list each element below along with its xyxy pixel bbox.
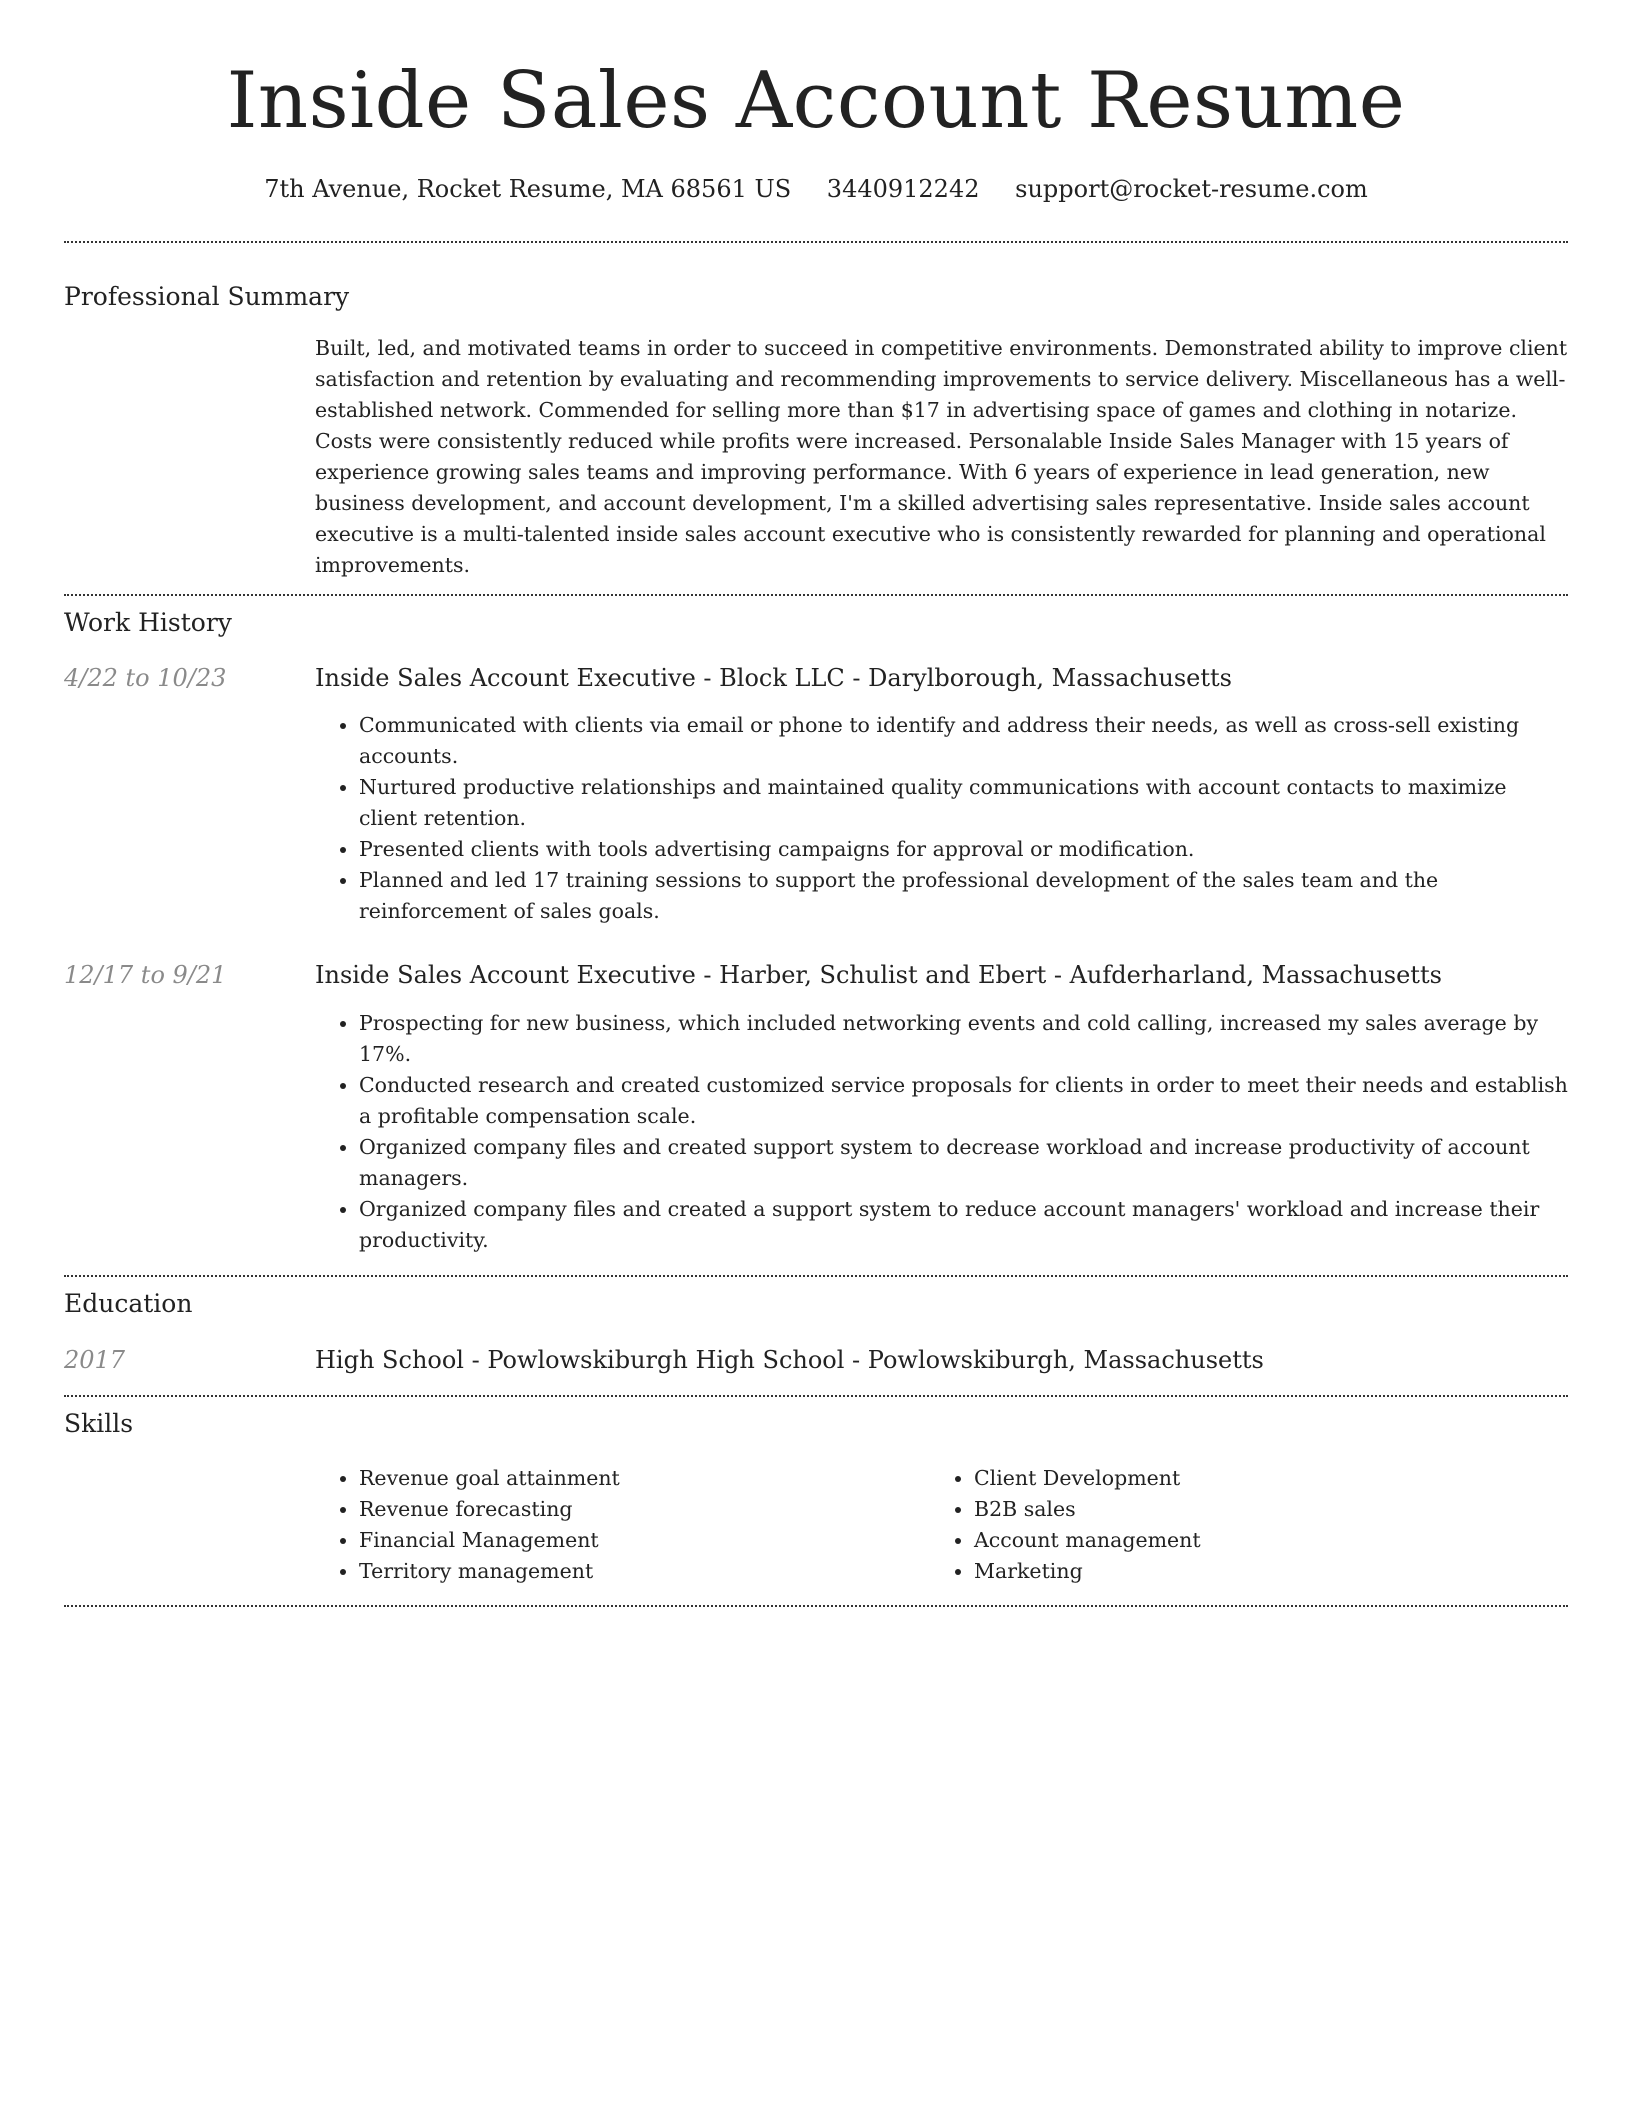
list-item: • Revenue goal attainment — [359, 1463, 930, 1494]
list-item: • Financial Management — [359, 1525, 930, 1556]
list-item: • Planned and led 17 training sessions to support the professional development of the sales team and the reinforcement of sales goals. — [359, 865, 1568, 927]
skills-row — [64, 1463, 1568, 1587]
job-title: Inside Sales Account Executive - Harber, Schulist and Ebert - Aufderharland, Massachusetts — [315, 961, 1442, 990]
contact-email: support@rocket-resume.com — [1015, 175, 1368, 203]
summary-row — [64, 333, 1568, 581]
list-item: • B2B sales — [974, 1494, 1545, 1525]
resume-title: Inside Sales Account Resume — [226, 56, 1406, 146]
skills-grid — [315, 1463, 1568, 1587]
summary-text: Built, led, and motivated teams in order to succeed in competitive environments. Demonstrated ability to improve client satisfaction and retention by evaluating and recommending improvements to service delivery. Miscellaneous has a well-established network. Commended for selling more than $17 in advertising space of games and clothing in notarize. Costs were consistently reduced while profits were increased. Personalable Inside Sales Manager with 15 years of experience growing sales teams and improving performance. With 6 years of experience in lead generation, new business development, and account development, I'm a skilled advertising sales representative. Inside sales account executive is a multi-talented inside sales account executive who is consistently rewarded for planning and operational improvements. — [315, 336, 1568, 578]
job-dates: 12/17 to 9/21 — [64, 961, 227, 990]
section-heading-summary: Professional Summary — [64, 282, 350, 312]
education-year: 2017 — [64, 1345, 126, 1374]
list-item: • Conducted research and created customized service proposals for clients in order to meet their needs and establish a profitable compensation scale. — [359, 1070, 1568, 1132]
skills-column-1 — [315, 1463, 930, 1587]
list-item: • Revenue forecasting — [359, 1494, 930, 1525]
divider — [64, 1395, 1568, 1397]
list-item: • Presented clients with tools advertising campaigns for approval or modification. — [359, 834, 1568, 865]
divider — [64, 594, 1568, 596]
contact-phone: 3440912242 — [826, 175, 980, 203]
divider — [64, 241, 1568, 243]
divider — [64, 1605, 1568, 1607]
education-entry — [64, 1345, 1568, 1376]
contact-line — [64, 174, 1568, 205]
resume-page — [64, 0, 1568, 1607]
list-item: • Marketing — [974, 1556, 1545, 1587]
divider — [64, 1275, 1568, 1277]
job-bullets — [315, 1008, 1568, 1256]
list-item: • Account management — [974, 1525, 1545, 1556]
section-heading-work: Work History — [64, 608, 232, 638]
job-title: Inside Sales Account Executive - Block LLC - Darylborough, Massachusetts — [315, 664, 1232, 693]
list-item: • Prospecting for new business, which included networking events and cold calling, increased my sales average by 17%. — [359, 1008, 1568, 1070]
list-item: • Communicated with clients via email or phone to identify and address their needs, as well as cross-sell existing accounts. — [359, 710, 1568, 772]
job-bullets — [315, 710, 1568, 927]
job-dates: 4/22 to 10/23 — [64, 664, 227, 693]
skills-column-2 — [930, 1463, 1545, 1587]
list-item: • Territory management — [359, 1556, 930, 1587]
job-entry — [64, 960, 1568, 1255]
list-item: • Organized company files and created a support system to reduce account managers' workload and increase their productivity. — [359, 1194, 1568, 1256]
section-heading-education: Education — [64, 1288, 193, 1318]
contact-address: 7th Avenue, Rocket Resume, MA 68561 US — [264, 175, 792, 203]
list-item: • Nurtured productive relationships and maintained quality communications with account contacts to maximize client retention. — [359, 772, 1568, 834]
list-item: • Organized company files and created support system to decrease workload and increase productivity of account managers. — [359, 1132, 1568, 1194]
list-item: • Client Development — [974, 1463, 1545, 1494]
education-title: High School - Powlowskiburgh High School - Powlowskiburgh, Massachusetts — [315, 1345, 1264, 1374]
section-heading-skills: Skills — [64, 1408, 134, 1438]
job-entry — [64, 663, 1568, 927]
